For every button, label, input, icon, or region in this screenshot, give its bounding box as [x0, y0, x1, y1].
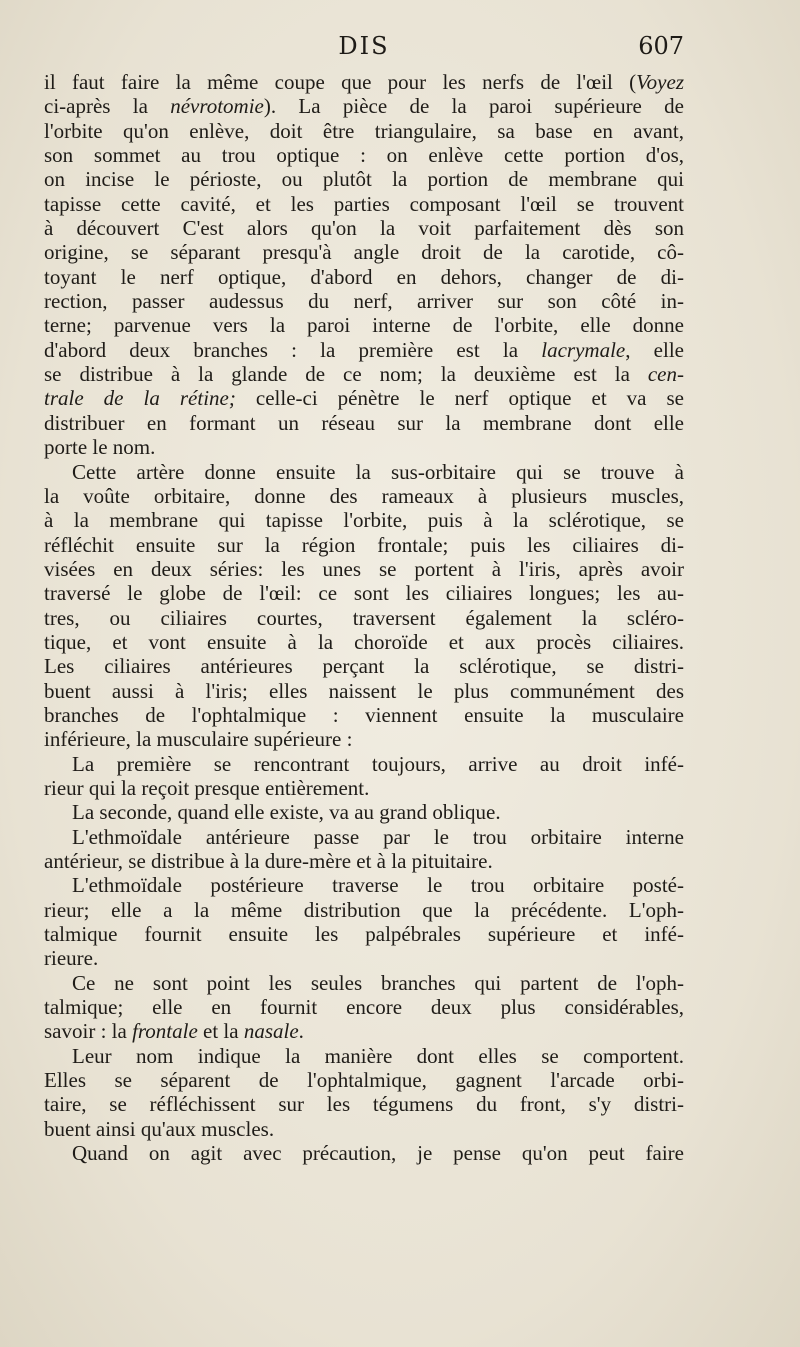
- text-segment: La seconde, quand elle existe, va au grand oblique.: [72, 800, 501, 825]
- text-line: [44, 1141, 684, 1165]
- text-line: [44, 192, 684, 216]
- text-segment: tapisse cette cavité, et les parties composant l'œil se trouvent: [44, 191, 684, 216]
- text-segment: Elles se séparent de l'ophtalmique, gagnent l'arcade orbi-: [44, 1068, 684, 1093]
- text-line: [44, 849, 684, 873]
- italic-text: névrotomie: [170, 94, 264, 119]
- text-line: [44, 119, 684, 143]
- text-segment: ci-après la: [44, 94, 171, 119]
- text-line: [44, 557, 684, 581]
- text-segment: savoir : la: [44, 1019, 133, 1044]
- text-segment: Les ciliaires antérieures perçant la sclérotique, se distri-: [44, 654, 684, 679]
- text-segment: inférieure, la musculaire supérieure :: [44, 727, 353, 752]
- text-line: [44, 679, 684, 703]
- text-line: [44, 776, 684, 800]
- text-line: [44, 70, 684, 94]
- text-segment: tres, ou ciliaires courtes, traversent également la scléro-: [44, 605, 684, 630]
- text-line: [44, 338, 684, 362]
- text-segment: Cette artère donne ensuite la sus-orbitaire qui se trouve à: [72, 459, 684, 484]
- text-segment: l'orbite qu'on enlève, doit être triangulaire, sa base en avant,: [44, 118, 684, 143]
- text-line: [44, 703, 684, 727]
- text-segment: on incise le périoste, ou plutôt la portion de membrane qui: [44, 167, 684, 192]
- text-line: [44, 752, 684, 776]
- italic-text: cen-: [647, 362, 684, 387]
- text-line: [44, 411, 684, 435]
- text-segment: toyant le nerf optique, d'abord en dehors, changer de di-: [44, 264, 684, 289]
- text-line: [44, 1117, 684, 1141]
- text-line: [44, 240, 684, 264]
- text-line: [44, 1068, 684, 1092]
- text-segment: terne; parvenue vers la paroi interne de l'orbite, elle donne: [44, 313, 684, 338]
- text-segment: il faut faire la même coupe que pour les nerfs de l'œil (: [44, 70, 637, 94]
- text-segment: la voûte orbitaire, donne des rameaux à plusieurs muscles,: [44, 483, 684, 508]
- text-line: [44, 825, 684, 849]
- text-line: [44, 484, 684, 508]
- text-segment: celle-ci pénètre le nerf optique et va se: [235, 386, 684, 411]
- text-segment: visées en deux séries: les unes se portent à l'iris, après avoir: [44, 556, 684, 581]
- running-head: DIS: [338, 32, 390, 60]
- text-segment: branches de l'ophtalmique : viennent ensuite la musculaire: [44, 702, 684, 727]
- text-segment: , elle: [625, 337, 684, 362]
- text-segment: tique, et vont ensuite à la choroïde et aux procès ciliaires.: [44, 629, 684, 654]
- text-line: [44, 995, 684, 1019]
- text-line: [44, 216, 684, 240]
- text-line: [44, 386, 684, 410]
- text-segment: réfléchit ensuite sur la région frontale; puis les ciliaires di-: [44, 532, 684, 557]
- text-segment: buent ainsi qu'aux muscles.: [44, 1116, 275, 1141]
- text-line: [44, 313, 684, 337]
- page-header: [44, 32, 684, 66]
- text-line: [44, 508, 684, 532]
- text-segment: et la: [197, 1019, 244, 1044]
- text-segment: Ce ne sont point les seules branches qui partent de l'oph-: [72, 970, 684, 995]
- text-line: [44, 922, 684, 946]
- text-segment: rieur qui la reçoit presque entièrement.: [44, 775, 370, 800]
- text-segment: L'ethmoïdale postérieure traverse le trou orbitaire posté-: [72, 873, 684, 898]
- text-line: [44, 143, 684, 167]
- page-number: 607: [638, 32, 684, 60]
- text-segment: .: [298, 1019, 304, 1044]
- text-segment: buent aussi à l'iris; elles naissent le plus communément des: [44, 678, 684, 703]
- text-segment: Leur nom indique la manière dont elles se comportent.: [72, 1043, 684, 1068]
- text-line: [44, 460, 684, 484]
- text-line: [44, 946, 684, 970]
- text-line: [44, 581, 684, 605]
- italic-text: trale de la rétine;: [44, 386, 236, 411]
- text-line: [44, 630, 684, 654]
- text-line: [44, 1019, 684, 1043]
- text-segment: origine, se séparant presqu'à angle droit de la carotide, cô-: [44, 240, 684, 265]
- body-text: [44, 70, 684, 1165]
- text-line: [44, 167, 684, 191]
- text-segment: rieur; elle a la même distribution que la précédente. L'oph-: [44, 897, 684, 922]
- text-segment: à découvert C'est alors qu'on la voit parfaitement dès son: [44, 216, 684, 241]
- text-line: [44, 800, 684, 824]
- text-line: [44, 727, 684, 751]
- text-segment: traversé le globe de l'œil: ce sont les ciliaires longues; les au-: [44, 581, 684, 606]
- italic-text: frontale: [132, 1019, 198, 1044]
- italic-text: Voyez: [636, 70, 684, 94]
- text-segment: talmique; elle en fournit encore deux plus considérables,: [44, 995, 684, 1020]
- text-segment: se distribue à la glande de ce nom; la deuxième est la: [44, 362, 648, 387]
- text-segment: talmique fournit ensuite les palpébrales supérieure et infé-: [44, 922, 684, 947]
- text-line: [44, 362, 684, 386]
- text-line: [44, 654, 684, 678]
- text-line: [44, 533, 684, 557]
- text-segment: porte le nom.: [44, 435, 156, 460]
- text-line: [44, 873, 684, 897]
- text-segment: son sommet au trou optique : on enlève cette portion d'os,: [44, 143, 684, 168]
- text-line: [44, 265, 684, 289]
- text-segment: ). La pièce de la paroi supérieure de: [263, 94, 684, 119]
- text-line: [44, 435, 684, 459]
- text-segment: d'abord deux branches : la première est la: [44, 337, 542, 362]
- text-segment: La première se rencontrant toujours, arrive au droit infé-: [72, 751, 684, 776]
- text-segment: antérieur, se distribue à la dure-mère et à la pituitaire.: [44, 849, 493, 873]
- text-segment: taire, se réfléchissent sur les tégumens du front, s'y distri-: [44, 1092, 684, 1117]
- text-line: [44, 971, 684, 995]
- italic-text: lacrymale: [541, 337, 626, 362]
- text-line: [44, 94, 684, 118]
- text-line: [44, 1092, 684, 1116]
- text-line: [44, 898, 684, 922]
- text-line: [44, 289, 684, 313]
- text-segment: L'ethmoïdale antérieure passe par le trou orbitaire interne: [72, 824, 684, 849]
- text-segment: distribuer en formant un réseau sur la membrane dont elle: [44, 410, 684, 435]
- text-segment: Quand on agit avec précaution, je pense qu'on peut faire: [72, 1141, 684, 1166]
- text-segment: rection, passer audessus du nerf, arriver sur son côté in-: [44, 289, 684, 314]
- text-line: [44, 606, 684, 630]
- italic-text: nasale: [243, 1019, 299, 1044]
- text-segment: rieure.: [44, 946, 99, 971]
- text-segment: à la membrane qui tapisse l'orbite, puis à la sclérotique, se: [44, 508, 684, 533]
- text-line: [44, 1044, 684, 1068]
